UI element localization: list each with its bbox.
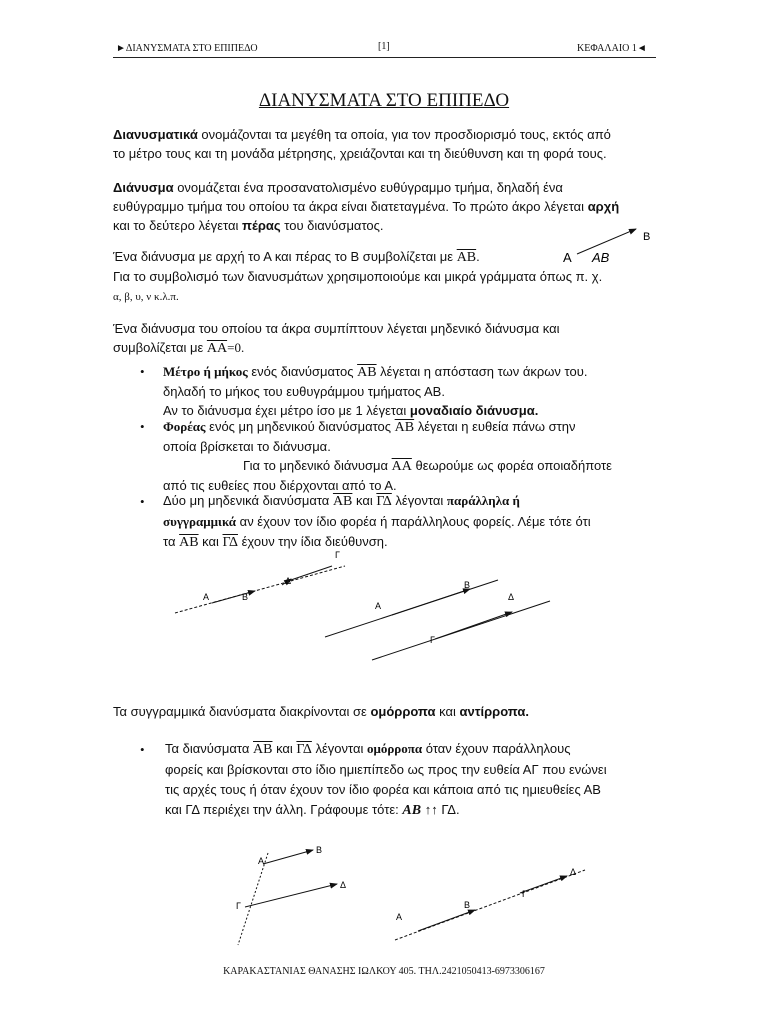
text: και bbox=[198, 534, 223, 549]
text: όταν έχουν παράλληλους bbox=[422, 741, 571, 756]
label-b: B bbox=[242, 592, 249, 602]
page-title: ΔΙΑΝΥΣΜΑΤΑ ΣΤΟ ΕΠΙΠΕΔΟ bbox=[258, 90, 510, 111]
text: και bbox=[352, 493, 377, 508]
page-number: [1] bbox=[378, 41, 390, 52]
paragraph-collinear-types bbox=[113, 702, 529, 721]
label-a: A bbox=[258, 856, 265, 866]
vector-ab: $\overline{AB}$ bbox=[456, 250, 477, 265]
bullet-marker: • bbox=[140, 494, 145, 509]
bullet-same-direction bbox=[165, 739, 607, 821]
text: τις αρχές τους ή όταν έχουν τον ίδιο φορέα και κάποια από τις ημιευθείες ΑΒ bbox=[165, 782, 601, 797]
label-g: Γ bbox=[430, 635, 435, 645]
vector-ab: $\overline{AB}$ bbox=[394, 420, 415, 435]
term-same-direction: ομόρροπα bbox=[370, 704, 436, 719]
term-parallel: παράλληλα ή bbox=[446, 493, 520, 508]
vector-aa: $\overline{AA}$ bbox=[391, 459, 412, 474]
vector-gd-arrow bbox=[520, 876, 567, 893]
text: και bbox=[435, 704, 460, 719]
vector-ab-arrow bbox=[418, 910, 475, 931]
line-ag bbox=[238, 853, 268, 945]
vector-ab: AB bbox=[402, 803, 422, 818]
text: λέγονται bbox=[311, 741, 367, 756]
text: λέγεται η απόσταση των άκρων του. bbox=[376, 364, 588, 379]
term-vector-quantities: Διανυσματικά bbox=[113, 127, 198, 142]
label-d: Δ bbox=[285, 576, 292, 586]
vector-gd-arrow bbox=[285, 566, 332, 582]
bullet-marker: • bbox=[140, 742, 145, 757]
term-opposite-direction: αντίρροπα. bbox=[459, 704, 529, 719]
vector-ab-arrow bbox=[392, 589, 470, 615]
paragraph-zero-vector bbox=[113, 319, 560, 358]
text: Τα διανύσματα bbox=[165, 741, 253, 756]
text: δηλαδή το μήκος του ευθυγράμμου τμήματος ΑΒ. bbox=[163, 384, 445, 399]
bullet-magnitude bbox=[163, 362, 587, 420]
text: λέγεται η ευθεία πάνω στην bbox=[414, 419, 576, 434]
bullet-marker: • bbox=[140, 419, 145, 434]
label-a: A bbox=[563, 250, 572, 265]
label-b: B bbox=[643, 231, 651, 243]
text: φορείς και βρίσκονται στο ίδιο ημιεπίπεδο ως προς την ευθεία ΑΓ που ενώνει bbox=[165, 762, 607, 777]
text: Για το μηδενικό διάνυσμα bbox=[243, 458, 392, 473]
carrier-line-gd bbox=[372, 601, 550, 660]
text: Αν το διάνυσμα έχει μέτρο ίσο με 1 λέγεται bbox=[163, 403, 410, 418]
text: ενός μη μηδενικού διανύσματος bbox=[205, 419, 395, 434]
vector-gd: ΓΔ bbox=[441, 802, 456, 817]
label-g: Γ bbox=[236, 901, 241, 911]
text: συμβολίζεται με bbox=[113, 340, 207, 355]
text: θεωρούμε ως φορέα οποιαδήποτε bbox=[411, 458, 612, 473]
text: και bbox=[272, 741, 297, 756]
text: =0. bbox=[227, 340, 245, 355]
vector-ab: $\overline{AB}$ bbox=[179, 535, 199, 550]
vector-ab-arrow bbox=[263, 850, 313, 864]
label-b: B bbox=[464, 900, 471, 910]
label-g: Γ bbox=[335, 550, 340, 560]
label-d: Δ bbox=[570, 867, 577, 877]
text: . bbox=[455, 802, 460, 817]
label-d: Δ bbox=[340, 880, 347, 890]
term-start: αρχή bbox=[587, 199, 620, 214]
text: από τις ευθείες που διέρχονται από το Α. bbox=[163, 478, 397, 493]
footer-author: ΚΑΡΑΚΑΣΤΑΝΙΑΣ ΘΑΝΑΣΗΣ ΙΩΛΚΟΥ 405. ΤΗΛ.2421050413-6973306167 bbox=[223, 966, 545, 977]
text: Τα συγγραμμικά διανύσματα διακρίνονται σε bbox=[113, 704, 371, 719]
label-a: A bbox=[375, 601, 382, 611]
vector-gd: $\overline{\Gamma\Delta}$ bbox=[222, 535, 238, 550]
text: ονομάζεται ένα προσανατολισμένο ευθύγραμμο τμήμα, δηλαδή ένα bbox=[173, 180, 563, 195]
header-left: ►ΔΙΑΝΥΣΜΑΤΑ ΣΤΟ ΕΠΙΠΕΔΟ bbox=[116, 43, 258, 54]
text: αν έχουν τον ίδιο φορέα ή παράλληλους φορείς. Λέμε τότε ότι bbox=[236, 514, 591, 529]
bullet-carrier bbox=[163, 417, 612, 495]
text: Ένα διάνυσμα με αρχή το Α και πέρας το Β συμβολίζεται με bbox=[113, 249, 457, 264]
text: Δύο μη μηδενικά διανύσματα bbox=[163, 493, 333, 508]
vector-gd: $\overline{\Gamma\Delta}$ bbox=[376, 494, 392, 509]
figure-same-direction bbox=[236, 845, 585, 945]
text: . bbox=[476, 249, 480, 264]
term-unit-vector: μοναδιαίο διάνυσμα. bbox=[409, 403, 539, 418]
vector-ab: $\overline{AB}$ bbox=[332, 494, 353, 509]
term-vector: Διάνυσμα bbox=[113, 180, 174, 195]
carrier-line bbox=[175, 566, 345, 613]
figure-notation bbox=[563, 229, 650, 265]
text: του διανύσματος. bbox=[280, 218, 384, 233]
text: Ένα διάνυσμα του οποίου τα άκρα συμπίπτουν λέγεται μηδενικό διάνυσμα και bbox=[113, 321, 560, 336]
label-b: B bbox=[316, 845, 323, 855]
term-end: πέρας bbox=[242, 218, 281, 233]
label-d: Δ bbox=[508, 592, 515, 602]
text: και το δεύτερο λέγεται bbox=[113, 218, 243, 233]
term-same-direction: ομόρροπα bbox=[366, 741, 423, 756]
text: ευθύγραμμο τμήμα του οποίου τα άκρα είναι διατεταγμένα. Το πρώτο άκρο λέγεται bbox=[113, 199, 588, 214]
vector-ab: $\overline{AB}$ bbox=[357, 365, 377, 380]
label-ab: AB bbox=[592, 250, 610, 265]
label-a: A bbox=[396, 912, 403, 922]
vector-aa: $\overline{AA}$ bbox=[206, 341, 228, 356]
text: ενός διανύσματος bbox=[247, 364, 358, 379]
vector-ab: $\overline{AB}$ bbox=[253, 742, 273, 757]
label-a: A bbox=[203, 592, 210, 602]
vector-gd: $\overline{\Gamma\Delta}$ bbox=[296, 742, 312, 757]
bullet-marker: • bbox=[140, 364, 145, 379]
text: και ΓΔ περιέχει την άλλη. Γράφουμε τότε: bbox=[165, 802, 403, 817]
same-direction-symbol: ↑↑ bbox=[421, 802, 442, 817]
vector-ab-arrow bbox=[212, 591, 255, 603]
term-collinear: συγγραμμικά bbox=[163, 514, 237, 529]
label-g: Γ bbox=[522, 889, 527, 899]
text: τα bbox=[163, 534, 180, 549]
letter-examples: α, β, υ, ν κ.λ.π. bbox=[113, 291, 179, 303]
text: λέγονται bbox=[391, 493, 447, 508]
text: οποία βρίσκεται το διάνυσμα. bbox=[163, 439, 331, 454]
text: το μέτρο τους και τη μονάδα μέτρησης, χρειάζονται και τη διεύθυνση και τη φορά τους. bbox=[113, 146, 607, 161]
text: ονομάζονται τα μεγέθη τα οποία, για τον προσδιορισμό τους, εκτός από bbox=[197, 127, 611, 142]
label-b: B bbox=[464, 580, 471, 590]
term-carrier: Φορέας bbox=[163, 419, 206, 434]
header-right: ΚΕΦΑΛΑΙΟ 1◄ bbox=[577, 43, 647, 54]
figure-parallel bbox=[175, 550, 550, 660]
text: Για το συμβολισμό των διανυσμάτων χρησιμοποιούμε και μικρά γράμματα όπως π. χ. bbox=[113, 269, 603, 284]
term-magnitude: Μέτρο ή μήκος bbox=[163, 364, 248, 379]
text: έχουν την ίδια διεύθυνση. bbox=[237, 534, 388, 549]
bullet-parallel bbox=[163, 491, 591, 553]
vector-gd-arrow bbox=[245, 884, 337, 907]
vector-gd-arrow bbox=[435, 612, 512, 639]
